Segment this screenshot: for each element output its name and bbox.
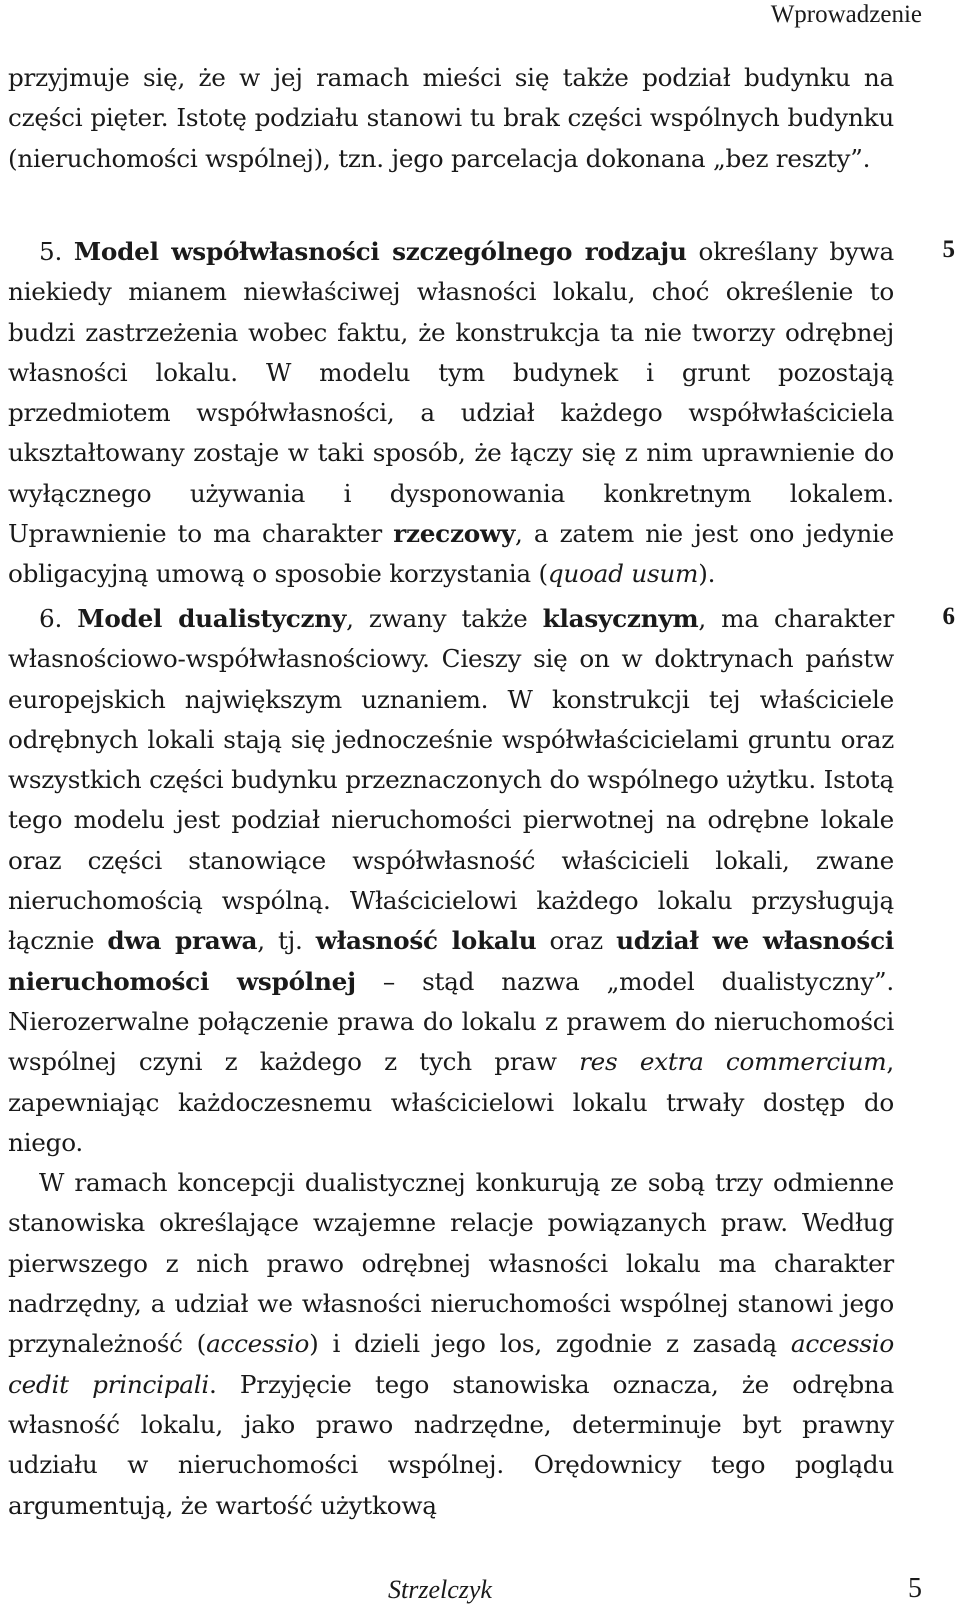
paragraph-continuation xyxy=(8,58,894,179)
paragraph-koncepcja-dualistyczna xyxy=(8,1163,894,1526)
italic-term: accessio cedit principali xyxy=(8,1329,894,1399)
paragraph-model-wspolwlasnosci xyxy=(8,232,894,595)
paragraph-text: – stąd nazwa „model dualistyczny”. Nierozerwalne połączenie prawa do lokalu z prawem do nieruchomości wspólnej czyni z każdego z tych praw xyxy=(8,966,894,1077)
italic-term: res extra commercium xyxy=(579,1047,887,1077)
paragraph-text: , ma charakter własnościowo-współwłasnościowy. Cieszy się on w doktrynach państw europejskich największym uznaniem. W konstrukcji tej właściciele odrębnych lokali stają się jednocześnie współwłaścicielami gruntu oraz wszystkich części budynku przeznaczonych do wspólnego użytku. Istotą tego modelu jest podział nieruchomości pierwotnej na odrębne lokale oraz części stanowiące współwłasność właścicieli lokali, zwane nieruchomością wspólną. Właścicielowi każdego lokalu przysługują łącznie xyxy=(8,604,894,956)
italic-term: accessio xyxy=(206,1329,310,1359)
paragraph-text: W ramach koncepcji dualistycznej konkurują ze sobą trzy odmienne stanowiska określające wzajemne relacje powiązanych praw. Według pierwszego z nich prawo odrębnej własności lokalu ma charakter nadrzędny, a udział we własności nieruchomości wspólnej stanowi jego przynależność ( xyxy=(8,1168,894,1359)
paragraph-text: ). xyxy=(698,559,716,589)
footer-author: Strzelczyk xyxy=(388,1575,492,1604)
bold-term: rzeczowy xyxy=(393,519,516,549)
paragraph-text: , a zatem nie jest ono jedynie obligacyjną umową o sposobie korzystania ( xyxy=(8,519,894,589)
paragraph-text: przyjmuje się, że w jej ramach mieści się także podział budynku na części pięter. Istotę podziału stanowi tu brak części wspólnych budynku (nieruchomości wspólnej), tzn. jego parcelacja dokonana „bez reszty”. xyxy=(8,63,894,173)
body-text-section-5 xyxy=(8,232,894,595)
running-header: Wprowadzenie xyxy=(770,1,922,28)
paragraph-text: oraz xyxy=(536,926,617,956)
italic-term: quoad usum xyxy=(547,559,699,589)
margin-number-5: 5 xyxy=(942,236,955,263)
paragraph-text: , zapewniając każdoczesnemu właścicielowi lokalu trwały dostęp do niego. xyxy=(8,1047,894,1157)
paragraph-text: określany bywa niekiedy mianem niewłaściwej własności lokalu, choć określenie to budzi zastrzeżenia wobec faktu, że konstrukcja ta nie tworzy odrębnej własności lokalu. W modelu tym budynek i grunt pozostają przedmiotem współwłasności, a udział każdego współwłaściciela ukształtowany zostaje w taki sposób, że łączy się z nim uprawnienie do wyłącznego używania i dysponowania konkretnym lokalem. Uprawnienie to ma charakter xyxy=(8,237,894,549)
paragraph-text: , tj. xyxy=(257,926,316,956)
bold-term: Model dualistyczny xyxy=(77,604,347,633)
bold-term: dwa prawa xyxy=(107,926,258,956)
bold-term: klasycznym xyxy=(542,604,699,633)
body-text xyxy=(8,58,894,179)
paragraph-text: . Przyjęcie tego stanowiska oznacza, że odrębna własność lokalu, jako prawo nadrzędne, determinuje byt prawny udziału w nieruchomości wspólnej. Orędownicy tego poglądu argumentują, że wartość użytkową xyxy=(8,1369,895,1520)
paragraph-text: , zwany także xyxy=(346,604,543,633)
bold-term: własność lokalu xyxy=(315,926,537,956)
body-text-section-6 xyxy=(8,599,894,1526)
page-number: 5 xyxy=(908,1573,922,1604)
paragraph-number: 6. xyxy=(39,604,63,633)
margin-number-6: 6 xyxy=(942,603,955,630)
bold-term: Model współwłasności szczególnego rodzaju xyxy=(73,237,687,266)
bold-term: udział we własności nieruchomości wspólnej xyxy=(8,926,894,996)
paragraph-number: 5. xyxy=(39,237,63,266)
paragraph-model-dualistyczny xyxy=(8,599,894,1163)
paragraph-text: ) i dzieli jego los, zgodnie z zasadą xyxy=(309,1329,791,1359)
